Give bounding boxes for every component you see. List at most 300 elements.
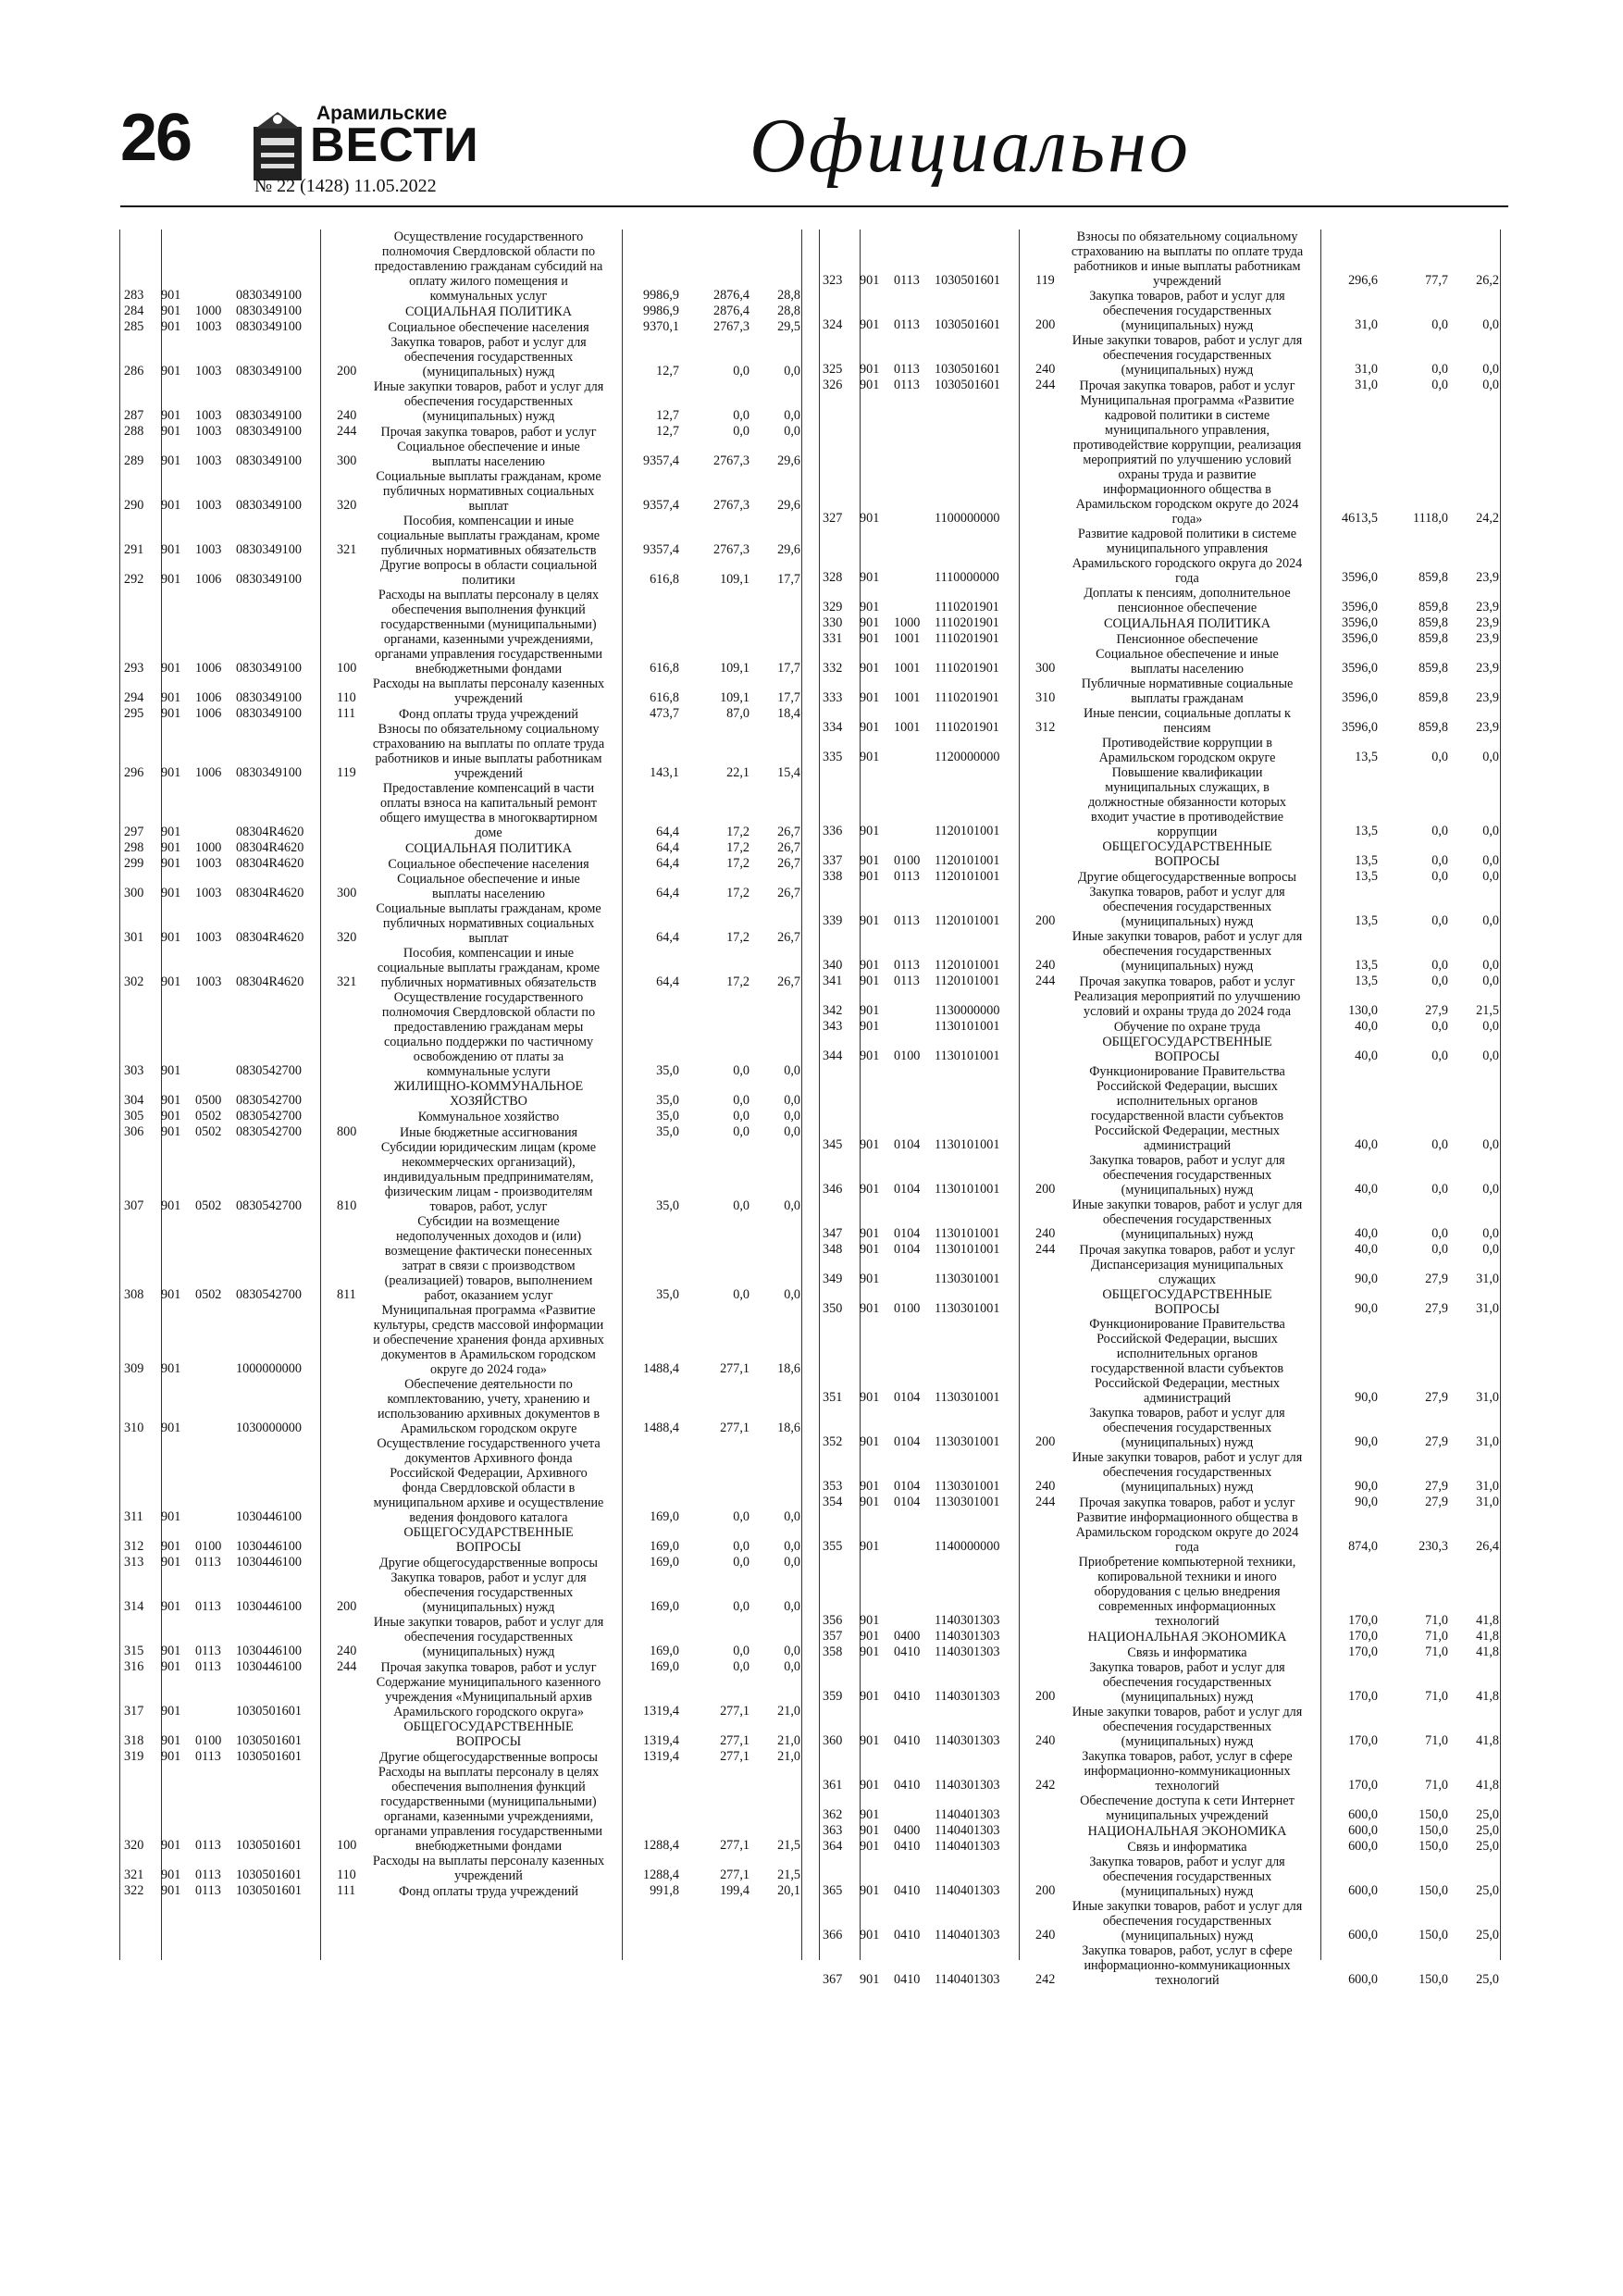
table-row bbox=[120, 1883, 802, 1899]
table-row bbox=[819, 1153, 1501, 1198]
row-name: Публичные нормативные социальные выплаты гражданам bbox=[1081, 676, 1294, 706]
row-executed-amount: 0,0 bbox=[733, 424, 750, 439]
row-percent: 0,0 bbox=[1482, 974, 1499, 988]
row-target-code: 0830542700 bbox=[236, 1198, 302, 1213]
row-grbs: 901 bbox=[860, 631, 880, 646]
row-executed-amount: 859,8 bbox=[1419, 631, 1448, 646]
row-plan-amount: 9370,1 bbox=[642, 319, 679, 334]
row-name: Другие общегосударственные вопросы bbox=[379, 1750, 598, 1765]
row-name: Обучение по охране труда bbox=[1113, 1020, 1261, 1035]
row-number: 365 bbox=[823, 1883, 843, 1898]
row-target-code: 1140301303 bbox=[935, 1629, 1000, 1644]
row-name: Закупка товаров, работ и услуг для обеспечения государственных (муниципальных) нужд bbox=[1089, 1406, 1285, 1450]
row-percent: 20,1 bbox=[777, 1883, 800, 1898]
row-percent: 41,8 bbox=[1476, 1644, 1499, 1659]
row-section-code: 0113 bbox=[195, 1838, 221, 1853]
row-target-code: 0830542700 bbox=[236, 1287, 302, 1302]
row-executed-amount: 0,0 bbox=[1431, 913, 1448, 928]
row-target-code: 08304R4620 bbox=[236, 974, 304, 989]
row-grbs: 901 bbox=[860, 958, 880, 973]
table-row bbox=[120, 1765, 802, 1854]
row-percent: 29,6 bbox=[777, 542, 800, 557]
table-row bbox=[120, 379, 802, 424]
row-section-code: 1003 bbox=[195, 364, 222, 379]
row-number: 337 bbox=[823, 853, 843, 868]
table-row bbox=[819, 1317, 1501, 1406]
row-name: Взносы по обязательному социальному страхованию на выплаты по оплате труда работников и иные выплаты работникам учреждений bbox=[372, 722, 605, 781]
row-plan-amount: 170,0 bbox=[1348, 1733, 1378, 1748]
table-row bbox=[819, 1198, 1501, 1242]
row-grbs: 901 bbox=[860, 511, 880, 526]
row-name: Закупка товаров, работ, услуг в сфере информационно-коммуникационных технологий bbox=[1082, 1749, 1293, 1793]
row-number: 330 bbox=[823, 615, 843, 630]
row-percent: 18,6 bbox=[777, 1421, 800, 1435]
row-percent: 21,0 bbox=[777, 1749, 800, 1764]
table-row bbox=[120, 1436, 802, 1525]
row-number: 342 bbox=[823, 1003, 843, 1018]
row-number: 359 bbox=[823, 1689, 843, 1704]
row-executed-amount: 17,2 bbox=[726, 825, 750, 839]
row-percent: 0,0 bbox=[784, 1063, 800, 1078]
row-plan-amount: 64,4 bbox=[656, 840, 679, 855]
row-target-code: 1030501601 bbox=[935, 378, 1000, 392]
row-grbs: 901 bbox=[860, 750, 880, 764]
row-plan-amount: 874,0 bbox=[1348, 1539, 1378, 1554]
row-section-code: 1003 bbox=[195, 319, 222, 334]
row-executed-amount: 0,0 bbox=[1431, 1019, 1448, 1034]
table-row bbox=[819, 765, 1501, 839]
row-target-code: 08304R4620 bbox=[236, 886, 304, 900]
row-expense-type: 321 bbox=[337, 542, 357, 557]
row-section-code: 0104 bbox=[894, 1137, 921, 1152]
row-grbs: 901 bbox=[860, 1644, 880, 1659]
row-section-code: 1001 bbox=[894, 720, 921, 735]
row-target-code: 1100000000 bbox=[935, 511, 1000, 526]
row-expense-type: 242 bbox=[1035, 1972, 1056, 1987]
row-executed-amount: 0,0 bbox=[733, 1198, 750, 1213]
row-percent: 26,7 bbox=[777, 974, 800, 989]
row-percent: 29,6 bbox=[777, 453, 800, 468]
row-target-code: 1110201901 bbox=[935, 631, 999, 646]
row-number: 350 bbox=[823, 1301, 843, 1316]
row-percent: 25,0 bbox=[1476, 1839, 1499, 1854]
row-executed-amount: 0,0 bbox=[1431, 869, 1448, 884]
row-name: ОБЩЕГОСУДАРСТВЕННЫЕ ВОПРОСЫ bbox=[1102, 1287, 1272, 1317]
row-number: 336 bbox=[823, 824, 843, 838]
table-row bbox=[819, 974, 1501, 989]
row-name: Реализация мероприятий по улучшению условий и охраны труда до 2024 года bbox=[1073, 989, 1301, 1019]
row-section-code: 0104 bbox=[894, 1390, 921, 1405]
row-percent: 25,0 bbox=[1476, 1883, 1499, 1898]
row-plan-amount: 31,0 bbox=[1355, 378, 1378, 392]
row-grbs: 901 bbox=[860, 1883, 880, 1898]
row-number: 347 bbox=[823, 1226, 843, 1241]
row-name: Обеспечение доступа к сети Интернет муниципальных учреждений bbox=[1080, 1793, 1295, 1823]
table-row bbox=[819, 1555, 1501, 1629]
row-expense-type: 200 bbox=[1035, 317, 1056, 332]
row-target-code: 0830349100 bbox=[236, 498, 302, 513]
row-name: Осуществление государственного учета документов Архивного фонда Российской Федерации, Архивного фонда Свердловской области в муниципальном архиве и осуществление ведения фондового каталога bbox=[373, 1436, 604, 1525]
row-name: Повышение квалификации муниципальных служащих, в должностные обязанности которых входит участие в противодействие коррупции bbox=[1087, 765, 1287, 839]
row-plan-amount: 1319,4 bbox=[642, 1704, 679, 1719]
row-number: 297 bbox=[124, 825, 144, 839]
row-target-code: 1030446100 bbox=[236, 1644, 302, 1658]
row-expense-type: 300 bbox=[337, 453, 357, 468]
table-row bbox=[120, 1303, 802, 1377]
table-row bbox=[819, 527, 1501, 586]
table-row bbox=[120, 722, 802, 781]
row-grbs: 901 bbox=[161, 1838, 181, 1853]
row-number: 289 bbox=[124, 453, 144, 468]
row-grbs: 901 bbox=[860, 1137, 880, 1152]
row-grbs: 901 bbox=[161, 1733, 181, 1748]
row-expense-type: 240 bbox=[1035, 1733, 1056, 1748]
table-row bbox=[819, 1660, 1501, 1705]
row-name: Закупка товаров, работ и услуг для обеспечения государственных (муниципальных) нужд bbox=[1089, 1153, 1285, 1198]
row-executed-amount: 0,0 bbox=[733, 1124, 750, 1139]
table-row bbox=[120, 946, 802, 990]
row-executed-amount: 0,0 bbox=[1431, 1137, 1448, 1152]
row-executed-amount: 0,0 bbox=[1431, 974, 1448, 988]
row-expense-type: 200 bbox=[1035, 1182, 1056, 1197]
row-executed-amount: 277,1 bbox=[720, 1704, 750, 1719]
row-executed-amount: 17,2 bbox=[726, 856, 750, 871]
row-grbs: 901 bbox=[860, 1003, 880, 1018]
row-plan-amount: 35,0 bbox=[656, 1093, 679, 1108]
row-expense-type: 240 bbox=[1035, 1226, 1056, 1241]
row-target-code: 0830349100 bbox=[236, 408, 302, 423]
row-plan-amount: 600,0 bbox=[1348, 1823, 1378, 1838]
row-grbs: 901 bbox=[161, 1063, 181, 1078]
row-grbs: 901 bbox=[161, 1883, 181, 1898]
row-percent: 41,8 bbox=[1476, 1629, 1499, 1644]
table-row bbox=[120, 1525, 802, 1555]
table-row bbox=[120, 469, 802, 514]
row-grbs: 901 bbox=[860, 362, 880, 377]
row-plan-amount: 616,8 bbox=[650, 661, 679, 676]
row-section-code: 1006 bbox=[195, 706, 222, 721]
table-row bbox=[819, 1823, 1501, 1839]
newspaper-name: ВЕСТИ bbox=[310, 118, 479, 172]
row-executed-amount: 150,0 bbox=[1419, 1823, 1448, 1838]
row-name: Субсидии юридическим лицам (кроме некоммерческих организаций), индивидуальным предпринимателям, физическим лицам - производителям товаров, работ, услуг bbox=[380, 1140, 597, 1214]
table-row bbox=[819, 1287, 1501, 1317]
table-row bbox=[120, 304, 802, 319]
table-row bbox=[120, 901, 802, 946]
row-executed-amount: 150,0 bbox=[1419, 1972, 1448, 1987]
row-plan-amount: 9357,4 bbox=[642, 542, 679, 557]
row-target-code: 0830542700 bbox=[236, 1063, 302, 1078]
row-plan-amount: 35,0 bbox=[656, 1063, 679, 1078]
row-section-code: 0400 bbox=[894, 1823, 921, 1838]
row-expense-type: 244 bbox=[1035, 378, 1056, 392]
row-plan-amount: 13,5 bbox=[1355, 974, 1378, 988]
row-percent: 0,0 bbox=[1482, 958, 1499, 973]
row-expense-type: 240 bbox=[1035, 1479, 1056, 1494]
row-percent: 0,0 bbox=[1482, 853, 1499, 868]
row-target-code: 1130301001 bbox=[935, 1390, 1000, 1405]
row-name: Пособия, компенсации и иные социальные выплаты гражданам, кроме публичных нормативных обязательств bbox=[377, 946, 601, 990]
row-plan-amount: 90,0 bbox=[1355, 1301, 1378, 1316]
row-name: Развитие кадровой политики в системе муниципального управления Арамильского городского округа до 2024 года bbox=[1072, 527, 1303, 586]
row-percent: 21,5 bbox=[1476, 1003, 1499, 1018]
row-section-code: 1000 bbox=[894, 615, 921, 630]
row-grbs: 901 bbox=[161, 1659, 181, 1674]
row-number: 301 bbox=[124, 930, 144, 945]
row-target-code: 1030501601 bbox=[236, 1838, 302, 1853]
row-name: НАЦИОНАЛЬНАЯ ЭКОНОМИКА bbox=[1087, 1824, 1287, 1839]
row-target-code: 1110201901 bbox=[935, 615, 999, 630]
row-plan-amount: 3596,0 bbox=[1341, 600, 1378, 614]
row-section-code: 1001 bbox=[894, 631, 921, 646]
row-executed-amount: 2767,3 bbox=[712, 319, 750, 334]
section-title: Официально bbox=[750, 103, 1191, 189]
row-percent: 18,4 bbox=[777, 706, 800, 721]
row-section-code: 0113 bbox=[195, 1659, 221, 1674]
table-row bbox=[819, 989, 1501, 1019]
row-number: 312 bbox=[124, 1539, 144, 1554]
row-executed-amount: 150,0 bbox=[1419, 1807, 1448, 1822]
row-grbs: 901 bbox=[161, 765, 181, 780]
row-expense-type: 100 bbox=[337, 661, 357, 676]
row-plan-amount: 90,0 bbox=[1355, 1434, 1378, 1449]
row-target-code: 1130301001 bbox=[935, 1272, 1000, 1286]
row-target-code: 1110201901 bbox=[935, 661, 999, 676]
row-number: 298 bbox=[124, 840, 144, 855]
row-number: 294 bbox=[124, 690, 144, 705]
row-number: 332 bbox=[823, 661, 843, 676]
row-percent: 26,7 bbox=[777, 825, 800, 839]
table-row bbox=[120, 514, 802, 558]
row-executed-amount: 2767,3 bbox=[712, 542, 750, 557]
row-number: 305 bbox=[124, 1109, 144, 1123]
row-number: 286 bbox=[124, 364, 144, 379]
row-number: 326 bbox=[823, 378, 843, 392]
table-row bbox=[120, 1854, 802, 1883]
row-plan-amount: 3596,0 bbox=[1341, 720, 1378, 735]
row-expense-type: 200 bbox=[1035, 1689, 1056, 1704]
row-target-code: 1120101001 bbox=[935, 958, 1000, 973]
row-executed-amount: 150,0 bbox=[1419, 1928, 1448, 1942]
row-name: Прочая закупка товаров, работ и услуг bbox=[1079, 1496, 1295, 1510]
row-plan-amount: 1488,4 bbox=[642, 1421, 679, 1435]
row-executed-amount: 71,0 bbox=[1425, 1613, 1448, 1628]
row-grbs: 901 bbox=[860, 1778, 880, 1793]
row-number: 363 bbox=[823, 1823, 843, 1838]
table-row bbox=[819, 839, 1501, 869]
row-name: Осуществление государственного полномочия Свердловской области по предоставлению гражданам меры социально поддержки по частичному освобождению от платы за коммунальные услуги bbox=[381, 990, 596, 1079]
row-name: Иные закупки товаров, работ и услуг для обеспечения государственных (муниципальных) нужд bbox=[1072, 333, 1303, 378]
row-number: 349 bbox=[823, 1272, 843, 1286]
table-row bbox=[120, 706, 802, 722]
row-plan-amount: 64,4 bbox=[656, 974, 679, 989]
row-executed-amount: 27,9 bbox=[1425, 1272, 1448, 1286]
row-section-code: 0113 bbox=[894, 958, 920, 973]
row-name: Муниципальная программа «Развитие кадровой политики в системе муниципального управления, противодействие коррупции, реализация мероприятий по улучшению условий охраны труда и развитие информационного общества в Арамильском городском округе до 2024 года» bbox=[1072, 393, 1302, 527]
row-number: 325 bbox=[823, 362, 843, 377]
row-section-code: 0410 bbox=[894, 1689, 921, 1704]
row-number: 340 bbox=[823, 958, 843, 973]
row-grbs: 901 bbox=[860, 690, 880, 705]
row-expense-type: 244 bbox=[1035, 1242, 1056, 1257]
row-number: 329 bbox=[823, 600, 843, 614]
row-executed-amount: 277,1 bbox=[720, 1749, 750, 1764]
row-executed-amount: 0,0 bbox=[733, 1109, 750, 1123]
row-grbs: 901 bbox=[161, 1868, 181, 1882]
row-number: 344 bbox=[823, 1049, 843, 1063]
row-grbs: 901 bbox=[161, 304, 181, 318]
row-number: 315 bbox=[124, 1644, 144, 1658]
row-name: Социальные выплаты гражданам, кроме публичных нормативных социальных выплат bbox=[376, 901, 601, 946]
row-executed-amount: 27,9 bbox=[1425, 1390, 1448, 1405]
row-name: Прочая закупка товаров, работ и услуг bbox=[1079, 974, 1295, 989]
row-plan-amount: 64,4 bbox=[656, 886, 679, 900]
row-percent: 23,9 bbox=[1476, 690, 1499, 705]
row-section-code: 0113 bbox=[195, 1644, 221, 1658]
row-name: ОБЩЕГОСУДАРСТВЕННЫЕ ВОПРОСЫ bbox=[403, 1525, 574, 1555]
row-plan-amount: 1288,4 bbox=[642, 1838, 679, 1853]
row-grbs: 901 bbox=[860, 1049, 880, 1063]
row-executed-amount: 0,0 bbox=[1431, 317, 1448, 332]
row-section-code: 0113 bbox=[195, 1868, 221, 1882]
row-number: 304 bbox=[124, 1093, 144, 1108]
row-target-code: 0830349100 bbox=[236, 706, 302, 721]
table-row bbox=[120, 319, 802, 335]
row-percent: 0,0 bbox=[784, 408, 800, 423]
row-executed-amount: 0,0 bbox=[1431, 362, 1448, 377]
row-expense-type: 100 bbox=[337, 1838, 357, 1853]
row-percent: 28,8 bbox=[777, 304, 800, 318]
table-row bbox=[120, 558, 802, 588]
row-name: Социальное обеспечение населения bbox=[388, 320, 589, 335]
row-name: Связь и информатика bbox=[1127, 1840, 1247, 1855]
row-executed-amount: 859,8 bbox=[1419, 600, 1448, 614]
row-executed-amount: 0,0 bbox=[733, 364, 750, 379]
table-row bbox=[120, 424, 802, 440]
row-number: 307 bbox=[124, 1198, 144, 1213]
row-percent: 21,5 bbox=[777, 1868, 800, 1882]
row-plan-amount: 170,0 bbox=[1348, 1689, 1378, 1704]
row-executed-amount: 22,1 bbox=[726, 765, 750, 780]
row-target-code: 1140401303 bbox=[935, 1807, 1000, 1822]
row-number: 353 bbox=[823, 1479, 843, 1494]
row-name: Содержание муниципального казенного учреждения «Муниципальный архив Арамильского городского округа» bbox=[376, 1675, 601, 1719]
row-grbs: 901 bbox=[860, 600, 880, 614]
table-row bbox=[819, 676, 1501, 706]
table-row bbox=[819, 1242, 1501, 1258]
table-row bbox=[120, 990, 802, 1079]
row-plan-amount: 9357,4 bbox=[642, 453, 679, 468]
row-name: Пенсионное обеспечение bbox=[1116, 632, 1258, 647]
row-number: 299 bbox=[124, 856, 144, 871]
table-column-right bbox=[819, 230, 1501, 1988]
table-row bbox=[120, 1124, 802, 1140]
row-expense-type: 200 bbox=[1035, 913, 1056, 928]
row-plan-amount: 616,8 bbox=[650, 690, 679, 705]
row-section-code: 1003 bbox=[195, 408, 222, 423]
row-section-code: 0104 bbox=[894, 1495, 921, 1509]
row-executed-amount: 150,0 bbox=[1419, 1839, 1448, 1854]
row-grbs: 901 bbox=[161, 1704, 181, 1719]
row-number: 338 bbox=[823, 869, 843, 884]
row-percent: 21,0 bbox=[777, 1733, 800, 1748]
row-name: Другие общегосударственные вопросы bbox=[1078, 870, 1296, 885]
row-percent: 23,9 bbox=[1476, 600, 1499, 614]
row-expense-type: 200 bbox=[337, 1599, 357, 1614]
row-expense-type: 240 bbox=[337, 1644, 357, 1658]
table-row bbox=[120, 588, 802, 676]
row-grbs: 901 bbox=[860, 615, 880, 630]
row-number: 354 bbox=[823, 1495, 843, 1509]
row-number: 292 bbox=[124, 572, 144, 587]
row-name: Прочая закупка товаров, работ и услуг bbox=[1079, 1243, 1295, 1258]
row-name: Закупка товаров, работ и услуг для обеспечения государственных (муниципальных) нужд bbox=[390, 1570, 587, 1615]
row-grbs: 901 bbox=[161, 1198, 181, 1213]
row-number: 360 bbox=[823, 1733, 843, 1748]
row-percent: 31,0 bbox=[1476, 1434, 1499, 1449]
row-number: 318 bbox=[124, 1733, 144, 1748]
row-executed-amount: 277,1 bbox=[720, 1838, 750, 1853]
row-grbs: 901 bbox=[161, 825, 181, 839]
row-percent: 0,0 bbox=[1482, 824, 1499, 838]
row-section-code: 0500 bbox=[195, 1093, 222, 1108]
table-row bbox=[819, 1839, 1501, 1855]
row-executed-amount: 77,7 bbox=[1425, 273, 1448, 288]
row-target-code: 1030501601 bbox=[935, 317, 1000, 332]
row-percent: 26,4 bbox=[1476, 1539, 1499, 1554]
coat-of-arms-icon bbox=[250, 106, 305, 182]
row-plan-amount: 64,4 bbox=[656, 930, 679, 945]
row-target-code: 1130301001 bbox=[935, 1434, 1000, 1449]
row-target-code: 0830349100 bbox=[236, 288, 302, 303]
table-row bbox=[120, 872, 802, 901]
row-percent: 0,0 bbox=[1482, 913, 1499, 928]
row-target-code: 0830349100 bbox=[236, 661, 302, 676]
issue-date: № 22 (1428) 11.05.2022 bbox=[254, 176, 437, 196]
row-number: 306 bbox=[124, 1124, 144, 1139]
row-number: 302 bbox=[124, 974, 144, 989]
row-name: Иные пенсии, социальные доплаты к пенсиям bbox=[1084, 706, 1291, 736]
row-expense-type: 200 bbox=[1035, 1883, 1056, 1898]
row-number: 287 bbox=[124, 408, 144, 423]
row-name: Муниципальная программа «Развитие культуры, средств массовой информации и обеспечение хранения фонда архивных документов в Арамильском городском округе до 2024 года» bbox=[373, 1303, 604, 1377]
row-name: Закупка товаров, работ и услуг для обеспечения государственных (муниципальных) нужд bbox=[1089, 885, 1285, 929]
table-row bbox=[120, 440, 802, 469]
row-expense-type: 321 bbox=[337, 974, 357, 989]
row-expense-type: 244 bbox=[337, 1659, 357, 1674]
row-name: Коммунальное хозяйство bbox=[417, 1110, 560, 1124]
row-target-code: 1140301303 bbox=[935, 1689, 1000, 1704]
row-percent: 26,7 bbox=[777, 930, 800, 945]
row-section-code: 1006 bbox=[195, 661, 222, 676]
row-plan-amount: 4613,5 bbox=[1341, 511, 1378, 526]
row-percent: 41,8 bbox=[1476, 1613, 1499, 1628]
row-name: Иные закупки товаров, работ и услуг для обеспечения государственных (муниципальных) нужд bbox=[373, 379, 604, 424]
row-executed-amount: 2876,4 bbox=[712, 304, 750, 318]
row-section-code: 0410 bbox=[894, 1733, 921, 1748]
row-executed-amount: 27,9 bbox=[1425, 1479, 1448, 1494]
row-grbs: 901 bbox=[161, 453, 181, 468]
row-name: Иные закупки товаров, работ и услуг для обеспечения государственных (муниципальных) нужд bbox=[1072, 1899, 1303, 1943]
row-number: 356 bbox=[823, 1613, 843, 1628]
row-section-code: 0502 bbox=[195, 1198, 222, 1213]
row-name: Закупка товаров, работ и услуг для обеспечения государственных (муниципальных) нужд bbox=[1089, 1855, 1285, 1899]
row-section-code: 0113 bbox=[894, 974, 920, 988]
row-percent: 15,4 bbox=[777, 765, 800, 780]
row-section-code: 0104 bbox=[894, 1242, 921, 1257]
row-section-code: 0410 bbox=[894, 1928, 921, 1942]
row-plan-amount: 64,4 bbox=[656, 825, 679, 839]
